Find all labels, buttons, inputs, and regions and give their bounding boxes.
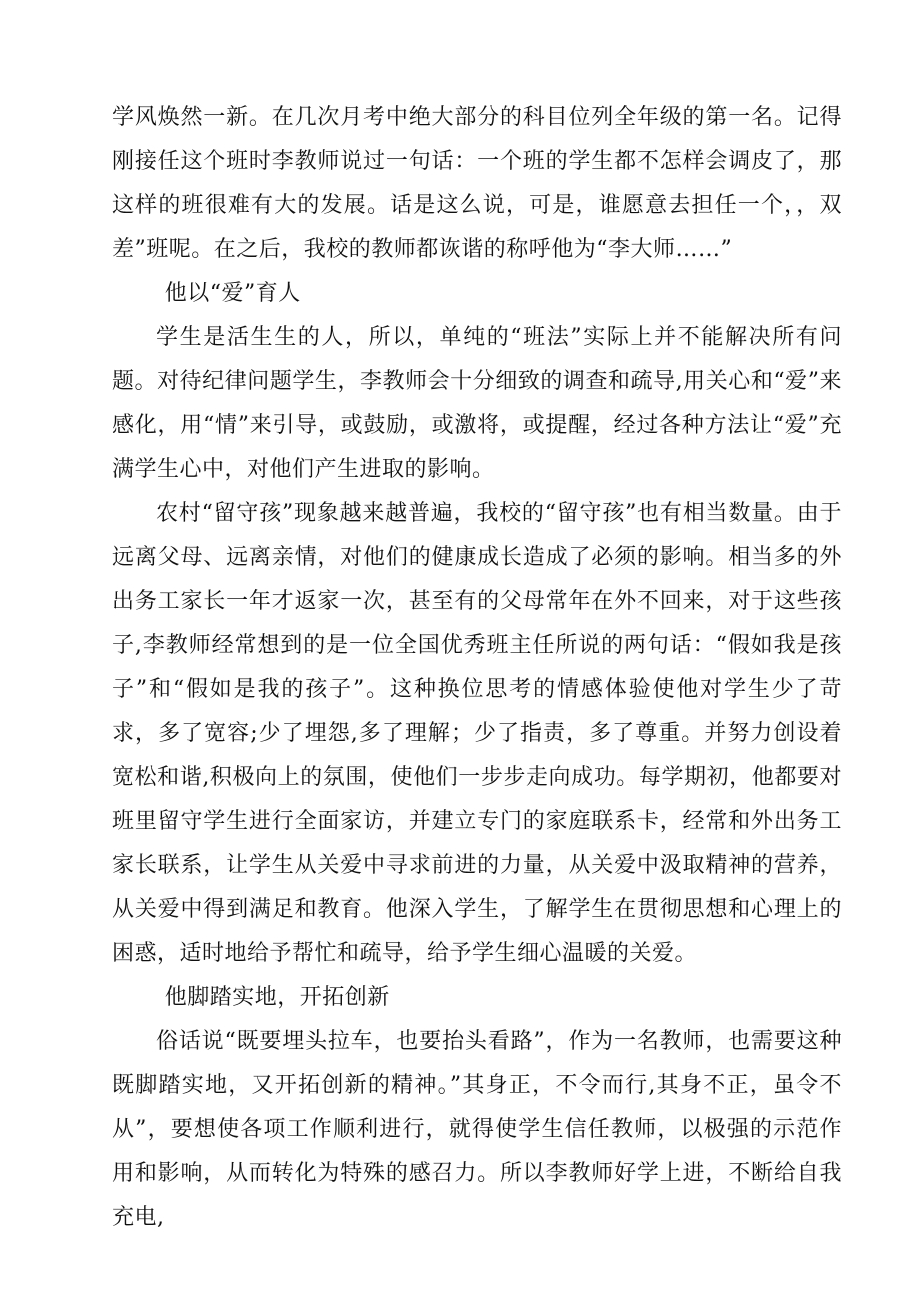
paragraph-continued: 学风焕然一新。在几次月考中绝大部分的科目位列全年级的第一名。记得刚接任这个班时李教师说过一句话：一个班的学生都不怎样会调皮了，那这样的班很难有大的发展。话是这么说，可是，谁愿意去担任一个，，双差”班呢。在之后，我校的教师都诙谐的称呼他为“李大师……”	[112, 105, 842, 262]
section-heading-innovation: 他脚踏实地，开拓创新	[164, 985, 390, 1010]
paragraph-love-1: 学生是活生生的人，所以，单纯的“班法”实际上并不能解决所有问题。对待纪律问题学生，李教师会十分细致的调查和疏导,用关心和“爱”来感化，用“情”来引导，或鼓励，或激将，或提醒，经过各种方法让“爱”充满学生心中，对他们产生进取的影响。	[112, 325, 842, 482]
paragraph-love-2: 农村“留守孩”现象越来越普遍，我校的“留守孩”也有相当数量。由于远离父母、远离亲情，对他们的健康成长造成了必须的影响。相当多的外出务工家长一年才返家一次，甚至有的父母常年在外不回来，对于这些孩子,李教师经常想到的是一位全国优秀班主任所说的两句话：“假如我是孩子”和“假如是我的孩子”。这种换位思考的情感体验使他对学生少了苛求，多了宽容;少了埋怨,多了理解；少了指责，多了尊重。并努力创设着宽松和谐,积极向上的氛围，使他们一步步走向成功。每学期初，他都要对班里留守学生进行全面家访，并建立专门的家庭联系卡，经常和外出务工家长联系，让学生从关爱中寻求前进的力量，从关爱中汲取精神的营养，从关爱中得到满足和教育。他深入学生，了解学生在贯彻思想和心理上的困惑，适时地给予帮忙和疏导，给予学生细心温暖的关爱。	[112, 501, 842, 966]
document-body	[112, 96, 842, 1240]
section-heading-love: 他以“爱”育人	[164, 281, 301, 306]
paragraph-innovation-1: 俗话说“既要埋头拉车，也要抬头看路”，作为一名教师，也需要这种既脚踏实地，又开拓创新的精神。”其身正，不令而行,其身不正，虽令不从”，要想使各项工作顺利进行，就得使学生信任教师，以极强的示范作用和影响，从而转化为特殊的感召力。所以李教师好学上进，不断给自我充电,	[112, 1029, 842, 1230]
